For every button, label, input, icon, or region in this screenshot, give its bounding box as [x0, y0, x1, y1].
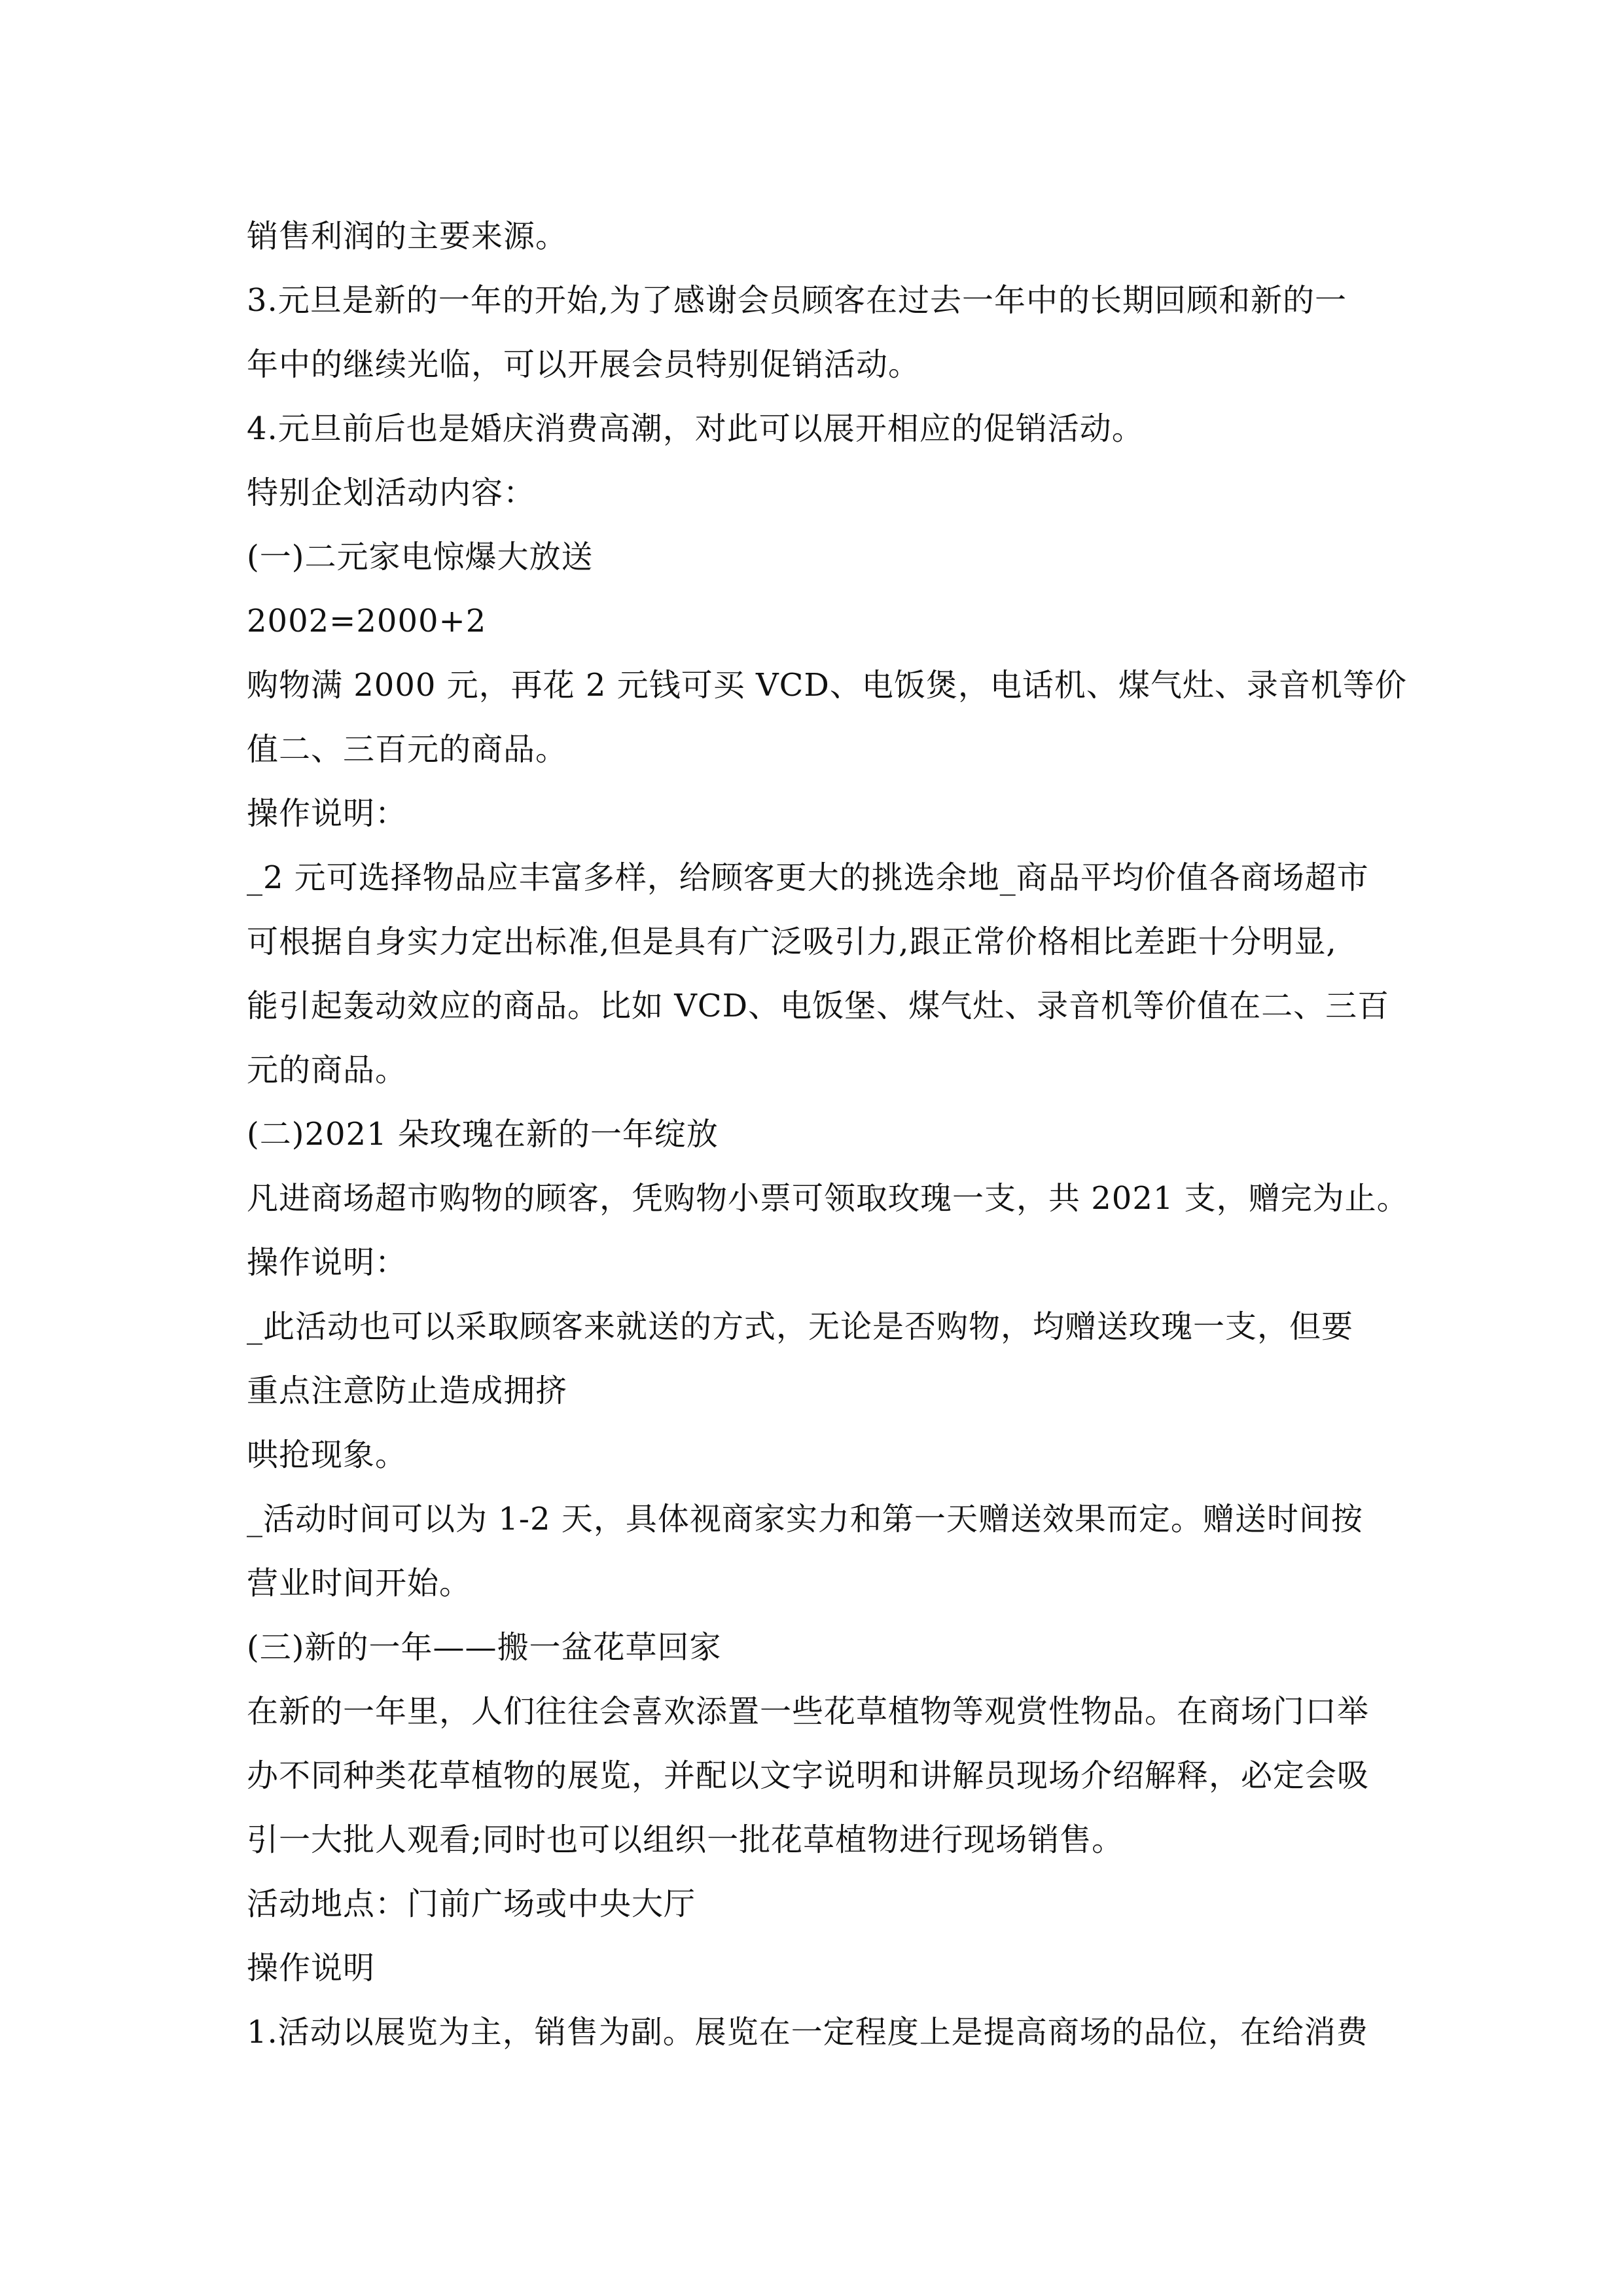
text-line: 4.元旦前后也是婚庆消费高潮，对此可以展开相应的促销活动。: [247, 410, 1144, 447]
text-line: 办不同种类花草植物的展览，并配以文字说明和讲解员现场介绍解释，必定会吸: [247, 1757, 1370, 1794]
subheading: 操作说明：: [247, 1244, 408, 1281]
section-heading: (三)新的一年——搬一盆花草回家: [247, 1629, 722, 1666]
text-line: 可根据自身实力定出标准,但是具有广泛吸引力,跟正常价格相比差距十分明显,: [247, 924, 1337, 960]
text-line: _活动时间可以为 1-2 天，具体视商家实力和第一天赠送效果而定。赠送时间按: [247, 1501, 1363, 1537]
section-heading: (一)二元家电惊爆大放送: [247, 539, 594, 575]
text-line: 营业时间开始。: [247, 1565, 472, 1602]
subheading: 操作说明：: [247, 795, 408, 832]
text-line: 重点注意防止造成拥挤: [247, 1372, 568, 1409]
document-body: [247, 204, 1409, 2064]
text-line: 哄抢现象。: [247, 1437, 408, 1473]
text-line: 引一大批人观看;同时也可以组织一批花草植物进行现场销售。: [247, 1821, 1124, 1858]
text-line: 值二、三百元的商品。: [247, 731, 568, 768]
text-line: _此活动也可以采取顾客来就送的方式，无论是否购物，均赠送玫瑰一支，但要: [247, 1308, 1354, 1345]
text-line: 活动地点：门前广场或中央大厅: [247, 1886, 696, 1922]
text-line: 在新的一年里，人们往往会喜欢添置一些花草植物等观赏性物品。在商场门口举: [247, 1693, 1370, 1730]
text-line: _2 元可选择物品应丰富多样，给顾客更大的挑选余地_商品平均价值各商场超市: [247, 859, 1369, 896]
section-heading: 特别企划活动内容：: [247, 475, 536, 511]
text-line: 销售利润的主要来源。: [247, 218, 568, 255]
text-line: 2002=2000+2: [247, 603, 487, 639]
text-line: 能引起轰动效应的商品。比如 VCD、电饭堡、煤气灶、录音机等价值在二、三百: [247, 988, 1390, 1024]
text-line: 元的商品。: [247, 1052, 408, 1088]
text-line: 3.元旦是新的一年的开始,为了感谢会员顾客在过去一年中的长期回顾和新的一: [247, 282, 1347, 319]
section-heading: (二)2021 朵玫瑰在新的一年绽放: [247, 1116, 719, 1153]
text-line: 1.活动以展览为主，销售为副。展览在一定程度上是提高商场的品位，在给消费: [247, 2014, 1368, 2051]
text-line: 凡进商场超市购物的顾客，凭购物小票可领取玫瑰一支，共 2021 支，赠完为止。: [247, 1180, 1409, 1217]
subheading: 操作说明: [247, 1950, 376, 1986]
text-line: 购物满 2000 元，再花 2 元钱可买 VCD、电饭煲，电话机、煤气灶、录音机等价: [247, 667, 1407, 704]
text-line: 年中的继续光临，可以开展会员特别促销活动。: [247, 346, 921, 383]
